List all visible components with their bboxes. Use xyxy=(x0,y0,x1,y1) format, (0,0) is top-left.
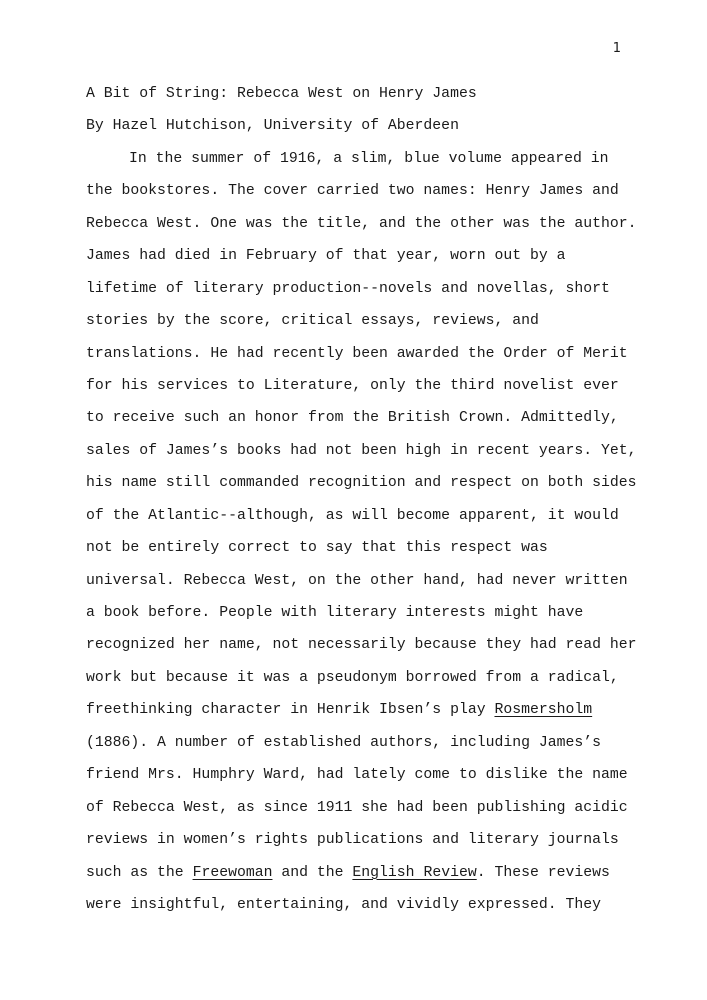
paragraph-line: stories by the score, critical essays, reviews, and xyxy=(86,313,539,330)
play-title-rosmersholm: Rosmersholm xyxy=(494,702,593,719)
paragraph-line: the bookstores. The cover carried two names: Henry James and xyxy=(86,183,619,200)
paragraph-line: were insightful, entertaining, and vividly expressed. They xyxy=(86,896,602,913)
paragraph-line: recognized her name, not necessarily because they had read her xyxy=(86,637,637,654)
paragraph-line: work but because it was a pseudonym borrowed from a radical, xyxy=(86,669,619,686)
article-title: A Bit of String: Rebecca West on Henry James xyxy=(86,86,477,102)
paragraph-line xyxy=(86,863,646,895)
paragraph-line: his name still commanded recognition and respect on both sides xyxy=(86,475,637,492)
journal-title-freewoman: Freewoman xyxy=(192,864,273,881)
paragraph-line: of the Atlantic--although, as will become apparent, it would xyxy=(86,507,619,524)
paragraph-line: friend Mrs. Humphry Ward, had lately come to dislike the name xyxy=(86,767,628,784)
line-text: In the summer of 1916, a slim, blue volume appeared in xyxy=(129,150,609,167)
paragraph-line: (1886). A number of established authors, including James’s xyxy=(86,734,602,751)
line-text: and the xyxy=(272,864,353,881)
article-byline: By Hazel Hutchison, University of Aberdeen xyxy=(86,118,459,135)
paragraph-line: a book before. People with literary interests might have xyxy=(86,605,584,621)
paragraph-line: universal. Rebecca West, on the other hand, had never written xyxy=(86,572,628,589)
paragraph-line: to receive such an honor from the British Crown. Admittedly, xyxy=(86,410,619,427)
line-text: . These reviews xyxy=(476,864,610,881)
document-body xyxy=(86,84,646,927)
paragraph-line: James had died in February of that year, worn out by a xyxy=(86,248,566,265)
paragraph-line: Rebecca West. One was the title, and the other was the author. xyxy=(86,215,637,232)
line-text: freethinking character in Henrik Ibsen’s play xyxy=(86,702,495,719)
paragraph-line: reviews in women’s rights publications and literary journals xyxy=(86,832,619,849)
paragraph-line: not be entirely correct to say that this respect was xyxy=(86,540,548,557)
paragraph-line: translations. He had recently been awarded the Order of Merit xyxy=(86,345,628,362)
paragraph-line: sales of James’s books had not been high in recent years. Yet, xyxy=(86,442,637,459)
journal-title-english-review: English Review xyxy=(352,864,477,881)
paragraph-line-1 xyxy=(86,149,646,181)
line-text: such as the xyxy=(86,864,193,881)
page-number: 1 xyxy=(612,41,621,56)
paragraph-line xyxy=(86,700,646,732)
paragraph-line: of Rebecca West, as since 1911 she had been publishing acidic xyxy=(86,799,628,816)
paragraph-line: lifetime of literary production--novels and novellas, short xyxy=(86,280,610,297)
paragraph-line: for his services to Literature, only the third novelist ever xyxy=(86,377,619,394)
